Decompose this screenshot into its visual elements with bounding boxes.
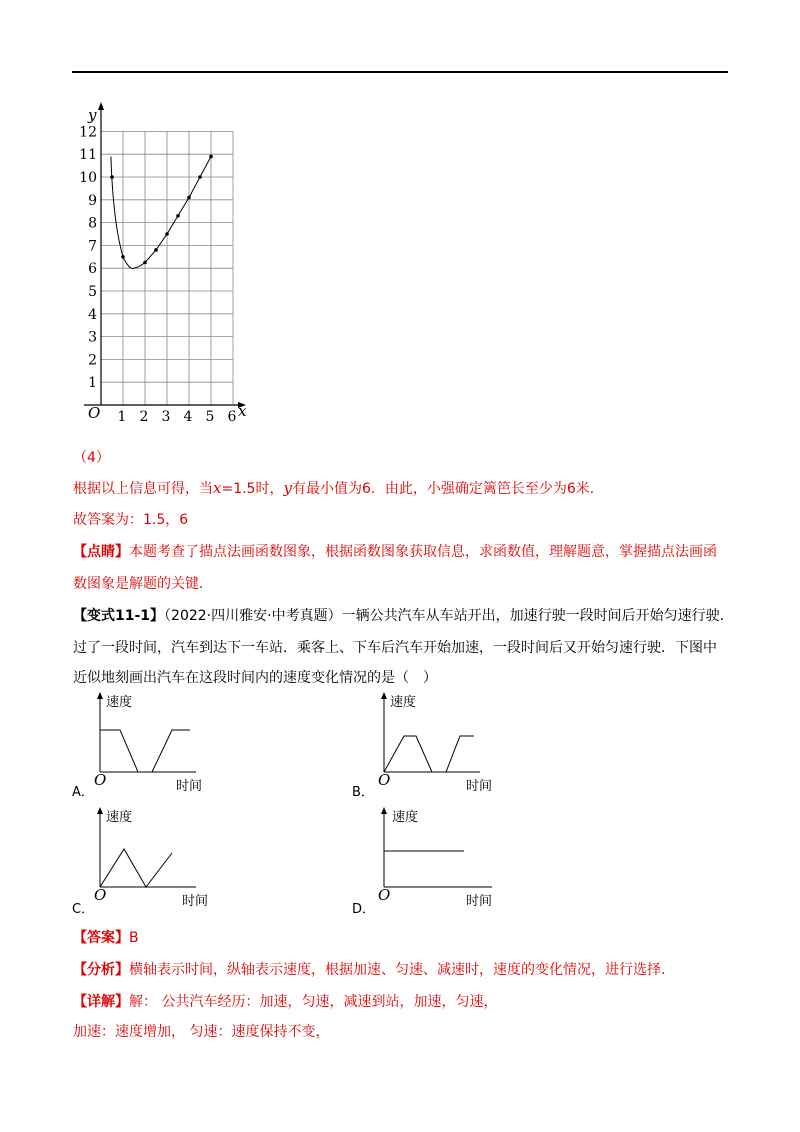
detail-line-2: 加速：速度增加， 匀速：速度保持不变， [73,1024,330,1040]
origin-label: O [88,404,101,422]
option-b-graph [372,690,512,800]
option-b-origin: O [378,771,391,789]
data-points [110,155,213,265]
y-tick-label: 6 [88,261,97,278]
option-a-letter: A． [72,785,94,800]
variant-line-2: 过了一段时间，汽车到达下一车站．乘客上、下车后汽车开始加速，一段时间后又开始匀速行驶．下图中 [73,640,717,656]
y-tick-label: 10 [79,170,97,186]
y-axis-arrow [98,102,104,110]
option-d-origin: O [378,886,391,904]
variant-line-1: 【变式11-1】（2022·四川雅安·中考真题）一辆公共汽车从车站开出，加速行驶一段时间后开始匀速行驶． [73,608,734,624]
option-d-y-label: 速度 [392,810,419,825]
comment-line-1: 【点睛】本题考查了描点法画函数图象，根据函数图象获取信息，求函数值，理解题意，掌握描点法画函 [73,544,717,560]
x-tick-label: 6 [227,409,237,425]
function-curve [111,156,211,268]
x-tick-label: 2 [139,409,149,425]
x-tick-label: 4 [183,409,193,425]
option-c-graph [88,805,228,915]
option-a-y-label: 速度 [106,695,133,710]
x-tick-label: 1 [117,409,127,425]
data-point [176,214,180,218]
option-b-letter: B． [352,785,374,800]
data-point [110,175,114,179]
y-tick-label: 3 [88,329,97,346]
option-d-letter: D． [352,902,376,917]
answer-statement: 根据以上信息可得，当x=1.5时，y有最小值为6．由此，小强确定篱笆长至少为6米． [73,479,604,497]
x-tick-label: 5 [205,409,215,425]
x-tick-label: 3 [161,409,171,425]
data-point [187,196,191,200]
y-tick-label: 4 [88,306,97,323]
graph-grid [101,131,233,405]
answer-line: 【答案】B [73,930,139,946]
final-answer: 故答案为：1.5，6 [73,512,189,528]
option-a-graph [88,690,228,800]
variant-line-3: 近似地刻画出汽车在这段时间内的速度变化情况的是（ ） [73,670,437,686]
option-c-letter: C． [72,902,95,917]
option-b-y-label: 速度 [390,695,417,710]
option-d-graph [372,805,512,915]
data-point [198,175,202,179]
data-point [143,261,147,265]
option-c-origin: O [94,886,107,904]
data-point [154,248,158,252]
y-tick-label: 8 [88,215,97,232]
y-tick-label: 2 [88,352,97,369]
analysis-line: 【分析】横轴表示时间，纵轴表示速度，根据加速、匀速、减速时，速度的变化情况，进行选择． [73,962,675,978]
function-graph [70,100,270,430]
option-a-origin: O [94,771,107,789]
y-tick-label: 5 [88,284,97,300]
part4-label: （4） [73,450,110,466]
y-axis-label: y [88,106,97,124]
y-tick-label: 1 [88,375,97,392]
option-d-x-label: 时间 [466,894,493,909]
x-axis-label: x [238,402,247,420]
header-rule [72,71,728,73]
data-point [209,155,213,159]
comment-line-2: 数图象是解题的关键． [73,576,213,592]
y-tick-label: 7 [88,238,97,255]
y-tick-label: 9 [88,192,97,209]
option-c-x-label: 时间 [182,894,209,909]
data-point [121,255,125,259]
option-c-y-label: 速度 [106,810,133,825]
graph-axes [84,102,246,408]
y-tick-label: 11 [79,147,97,164]
data-point [165,232,169,236]
graph-ticks [79,124,236,425]
option-a-x-label: 时间 [176,779,203,794]
option-b-x-label: 时间 [466,779,493,794]
y-tick-label: 12 [79,124,97,141]
detail-line: 【详解】解： 公共汽车经历：加速，匀速，减速到站，加速，匀速， [73,994,498,1010]
